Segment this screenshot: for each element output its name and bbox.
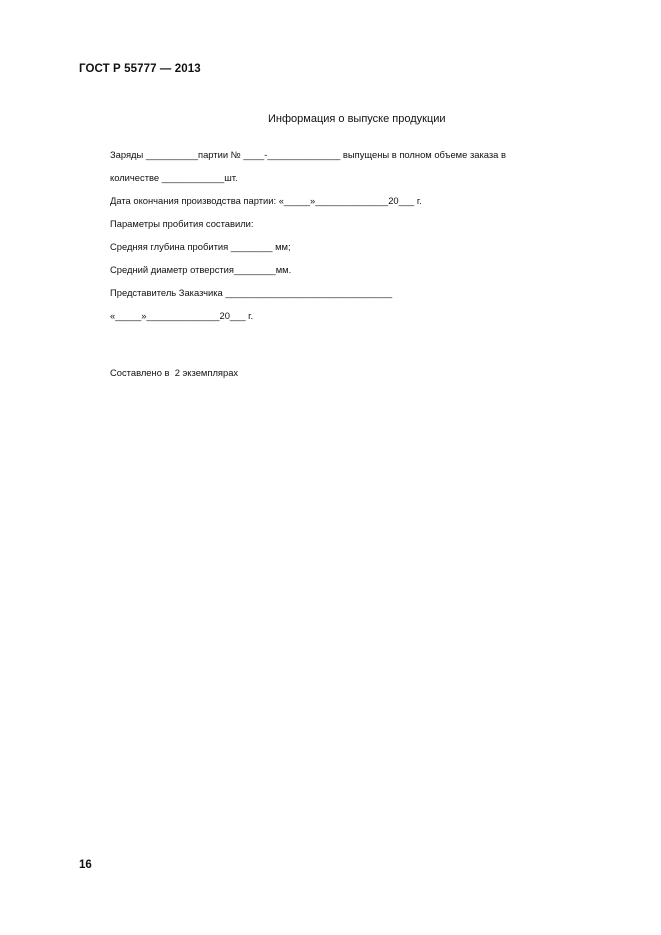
production-date-line: Дата окончания производства партии: «_____»______________20___ г.: [110, 195, 422, 206]
penetration-params-heading: Параметры пробития составили:: [110, 218, 254, 229]
batch-line: Заряды __________партии № ____-______________ выпущены в полном объеме заказа в: [110, 149, 506, 160]
average-depth-line: Средняя глубина пробития ________ мм;: [110, 241, 291, 252]
quantity-line: количестве ____________шт.: [110, 172, 238, 183]
section-title: Информация о выпуске продукции: [268, 113, 446, 125]
average-diameter-line: Средний диаметр отверстия________мм.: [110, 264, 292, 275]
signature-date-line: «_____»______________20___ г.: [110, 310, 254, 321]
page-number: 16: [79, 859, 92, 871]
document-header: ГОСТ Р 55777 — 2013: [79, 63, 201, 75]
copies-note: Составлено в 2 экземплярах: [110, 367, 239, 378]
customer-representative-line: Представитель Заказчика ________________________________: [110, 287, 393, 298]
